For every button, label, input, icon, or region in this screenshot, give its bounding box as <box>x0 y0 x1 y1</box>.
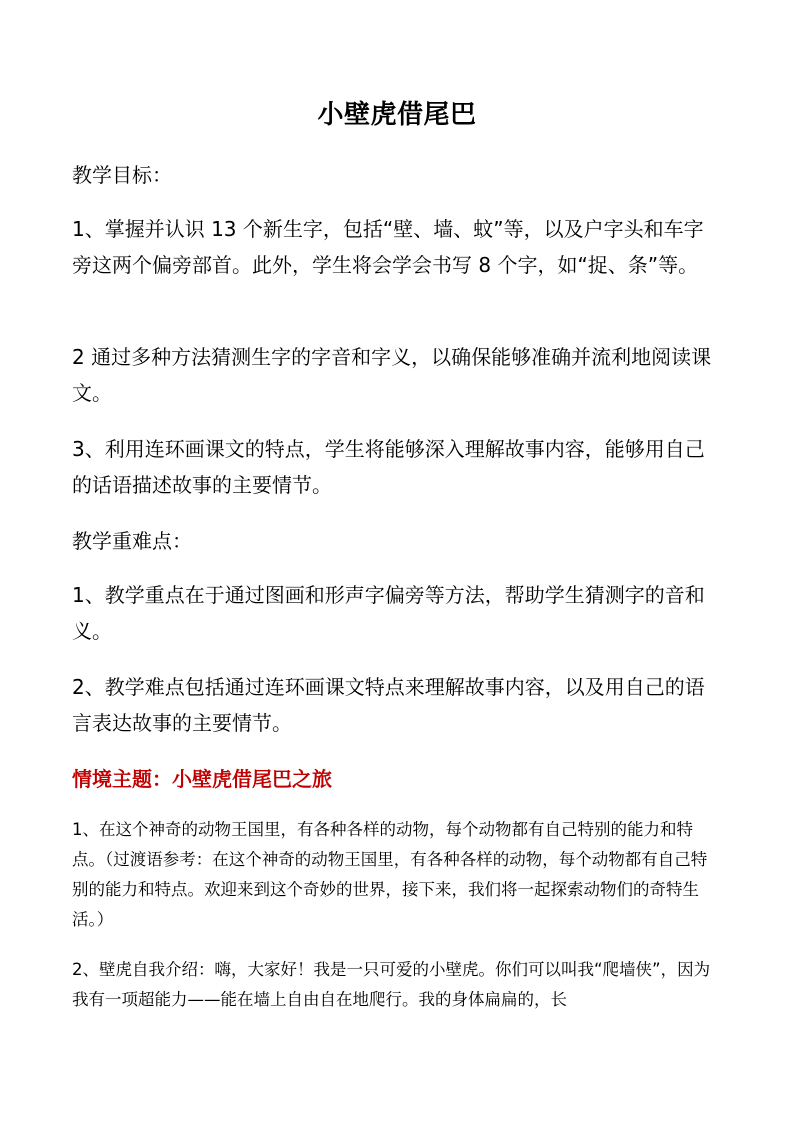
keypoint-item-2: 2、教学难点包括通过连环画课文特点来理解故事内容，以及用自己的语言表达故事的主要情节。 <box>72 675 705 735</box>
theme-item-2: 2、壁虎自我介绍：嗨，大家好！我是一只可爱的小壁虎。你们可以叫我“爬墙侠”，因为我有一项超能力——能在墙上自由自在地爬行。我的身体扁扁的，长 <box>72 960 711 1009</box>
keypoint-item-1: 1、教学重点在于通过图画和形声字偏旁等方法，帮助学生猜测字的音和义。 <box>72 583 705 643</box>
keypoints-heading: 教学重难点： <box>72 529 192 553</box>
goal-item-1: 1、掌握并认识 13 个新生字，包括“壁、墙、蚊”等，以及户字头和车字旁这两个偏旁部首。此外，学生将会学会书写 8 个字，如“捉、条”等。 <box>72 217 704 277</box>
goals-heading: 教学目标： <box>72 163 172 187</box>
theme-heading: 情境主题：小壁虎借尾巴之旅 <box>72 767 332 791</box>
document-title: 小壁虎借尾巴 <box>317 100 477 130</box>
goal-item-2: 2 通过多种方法猜测生字的字音和字义，以确保能够准确并流利地阅读课文。 <box>72 345 712 405</box>
goal-item-3: 3、利用连环画课文的特点，学生将能够深入理解故事内容，能够用自己的话语描述故事的主要情节。 <box>72 437 705 497</box>
theme-item-1: 1、在这个神奇的动物王国里，有各种各样的动物，每个动物都有自己特别的能力和特点。（过渡语参考：在这个神奇的动物王国里，有各种各样的动物，每个动物都有自己特别的能力和特点。欢迎来到这个奇妙的世界，接下来，我们将一起探索动物们的奇特生活。） <box>72 820 708 929</box>
